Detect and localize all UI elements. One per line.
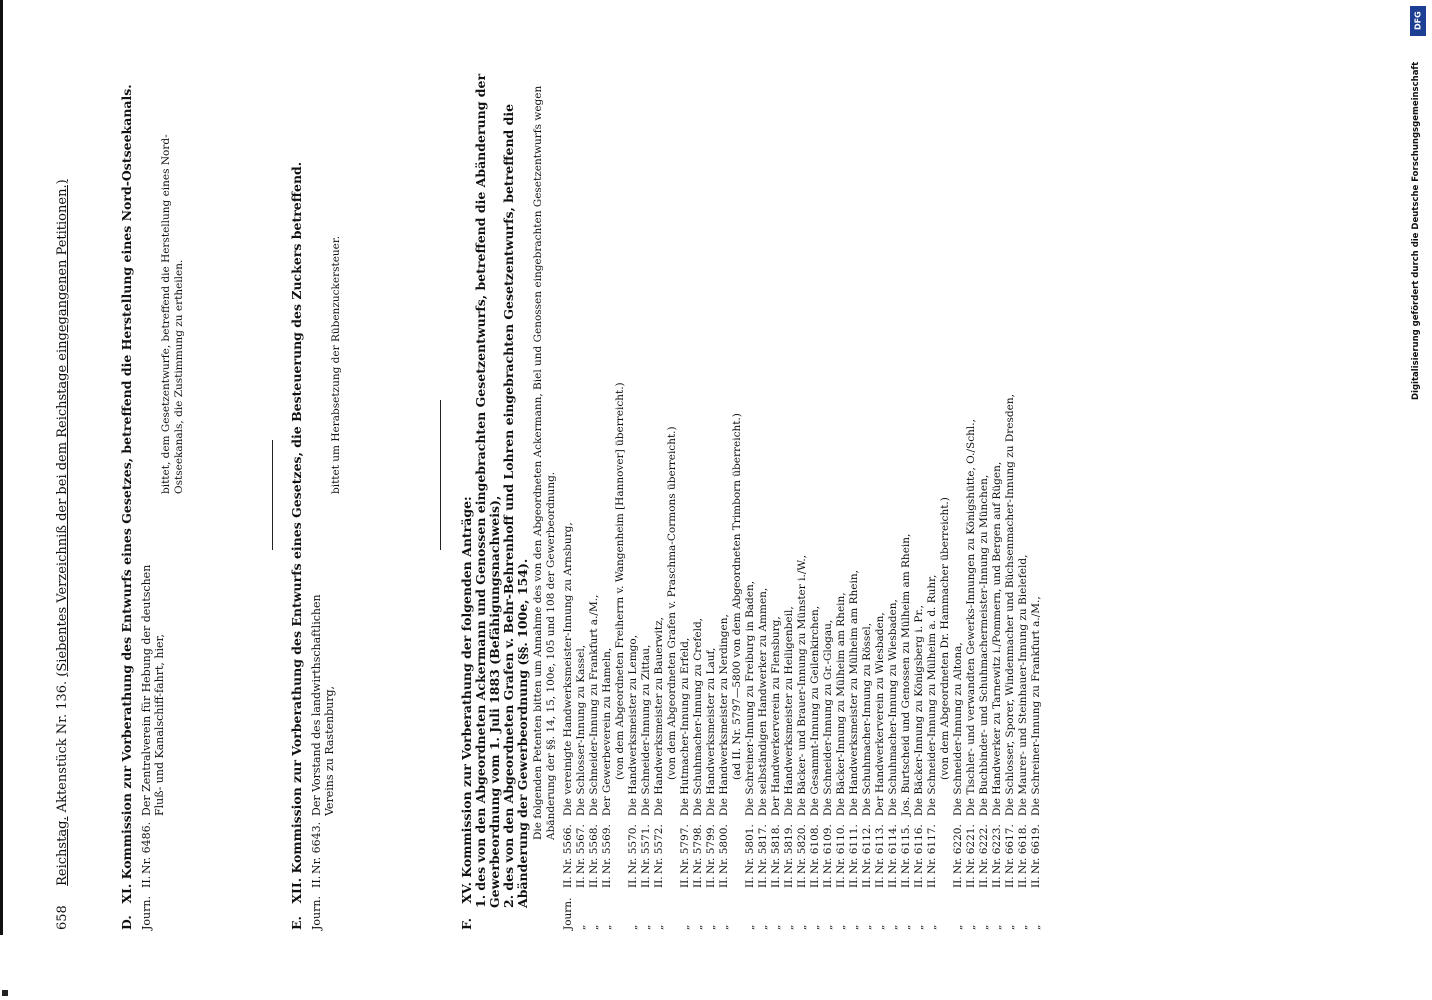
petition-request: bittet um Herabsetzung der Rübenzuckersteuer. bbox=[330, 235, 342, 494]
petitioner: Die Handwerksmeister zu Nerdingen, bbox=[718, 614, 730, 816]
petition-row bbox=[1030, 70, 1043, 930]
journal-label: „ bbox=[978, 924, 990, 930]
journal-label: „ bbox=[822, 924, 834, 930]
journal-label: „ bbox=[900, 924, 912, 930]
petition-note bbox=[614, 70, 627, 930]
journal-label: „ bbox=[1017, 924, 1029, 930]
journal-label: „ bbox=[783, 924, 795, 930]
series-label: II. bbox=[991, 876, 1003, 888]
series-label: II. bbox=[562, 876, 574, 888]
petitioner: Die Schuhmacher-Innung zu Wiesbaden, bbox=[887, 599, 899, 816]
petitioner: Die Bäcker- und Brauer-Innung zu Münster i./W., bbox=[796, 555, 808, 816]
petition-row bbox=[679, 70, 692, 930]
petition-number: Nr. 5818. bbox=[770, 824, 782, 874]
dfg-logo-icon: DFG bbox=[1410, 6, 1426, 36]
petition-number: Nr. 5566. bbox=[562, 824, 574, 874]
series-label: II. bbox=[848, 876, 860, 888]
journal-label: „ bbox=[588, 924, 600, 930]
journal-label: „ bbox=[705, 924, 717, 930]
petition-number: Nr. 6116. bbox=[913, 824, 925, 874]
page-number: 658 bbox=[55, 905, 70, 930]
note-text: (von dem Abgeordneten Dr. Hammacher überreicht.) bbox=[939, 497, 951, 780]
journal-label: „ bbox=[627, 924, 639, 930]
petitioner: Die Schneider-Innung zu Altona, bbox=[952, 642, 964, 816]
journal-label: „ bbox=[848, 924, 860, 930]
petitioner: Die Handwerksmeister zu Lemgo, bbox=[627, 634, 639, 816]
petitioner: Die Tischler- und verwandten Gewerks-Innungen zu Königshütte, O./Schl., bbox=[965, 419, 977, 816]
series-label: II. bbox=[640, 876, 652, 888]
series-label: II. bbox=[900, 876, 912, 888]
petition-row bbox=[640, 70, 653, 930]
petitioner: Der Zentralverein für Hebung der deutschen Fluß- und Kanalschiff-fahrt, hier, bbox=[140, 564, 166, 816]
series-label: II. bbox=[965, 876, 977, 888]
petition-number: Nr. 5819. bbox=[783, 824, 795, 874]
journal-label: „ bbox=[991, 924, 1003, 930]
petition-number: Nr. 5569. bbox=[601, 824, 613, 874]
journal-label: „ bbox=[757, 924, 769, 930]
series-label: II. bbox=[692, 876, 704, 888]
series-label: II. bbox=[796, 876, 808, 888]
petition-number: Nr. 6222. bbox=[978, 824, 990, 874]
section-f bbox=[460, 70, 1043, 930]
series-label: II. bbox=[809, 876, 821, 888]
page-header bbox=[56, 70, 69, 930]
section-letter: E. bbox=[289, 916, 304, 930]
divider bbox=[440, 400, 441, 550]
section-d bbox=[119, 70, 185, 930]
petition-number: Nr. 6117. bbox=[926, 824, 938, 874]
petition-number: Nr. 5817. bbox=[757, 824, 769, 874]
petition-row bbox=[991, 70, 1004, 930]
series-label: II. bbox=[874, 876, 886, 888]
petition-number: Nr. 5801. bbox=[744, 824, 756, 874]
series-label: II. bbox=[588, 876, 600, 888]
note-text: (von dem Abgeordneten Grafen v. Praschma-Cormons überreicht.) bbox=[666, 426, 678, 780]
journal-label: „ bbox=[796, 924, 808, 930]
petitioner: Die vereinigte Handwerksmeister-Innung zu Arnsburg, bbox=[562, 522, 574, 816]
note-text: (ad II. Nr. 5797—5800 von dem Abgeordneten Trimborn überreicht.) bbox=[731, 413, 743, 780]
petition-note bbox=[731, 70, 744, 930]
petition-list bbox=[562, 70, 1043, 930]
series-label: II. bbox=[835, 876, 847, 888]
journal-label: Journ. bbox=[310, 896, 323, 930]
petitioner: Die Schreiner-Innung zu Freiburg in Baden, bbox=[744, 580, 756, 816]
petitioner: Die Maurer- und Steinhauer-Innung zu Bielefeld, bbox=[1017, 554, 1029, 816]
petition-number: Nr. 5570. bbox=[627, 824, 639, 874]
petition-number: Nr. 5798. bbox=[692, 824, 704, 874]
petition-row bbox=[822, 70, 835, 930]
series-label: II. bbox=[601, 876, 613, 888]
petitioner: Die Gesammt-Innung zu Geilenkirchen, bbox=[809, 605, 821, 816]
journal-label: „ bbox=[926, 924, 938, 930]
petition-number: Nr. 6486. bbox=[140, 821, 153, 874]
petition-row bbox=[848, 70, 861, 930]
series-label: II. bbox=[1030, 876, 1042, 888]
petitioner: Die Handwerker zu Tarnewitz i./Pommern, und Bergen auf Rügen, bbox=[991, 461, 1003, 816]
motion-1: 1. des von den Abgeordneten Ackermann und Genossen eingebrachten Gesetzentwurfs, betreffend die Abänderung der Gewerbeordnung vom 1. Juli 1883 (Befähigungsnachweis), bbox=[473, 73, 502, 908]
series-label: II. bbox=[653, 876, 665, 888]
petition-row bbox=[653, 70, 666, 930]
petition-row bbox=[1004, 70, 1017, 930]
petition-number: Nr. 6112. bbox=[861, 824, 873, 874]
section-title bbox=[120, 70, 134, 930]
petition-row bbox=[692, 70, 705, 930]
series-label: II. bbox=[627, 876, 639, 888]
petitioner: Die Handwerksmeister zu Mülheim am Rhein, bbox=[848, 570, 860, 816]
journal-label: „ bbox=[952, 924, 964, 930]
petitioner: Die Schuhmacher-Innung zu Crefeld, bbox=[692, 617, 704, 816]
petition-row bbox=[562, 70, 575, 930]
petition-note bbox=[666, 70, 679, 930]
journal-label: „ bbox=[1004, 924, 1016, 930]
petitioner: Die Schuhmacher-Innung zu Rössel, bbox=[861, 622, 873, 816]
petition-number: Nr. 5568. bbox=[588, 824, 600, 874]
petition-number: Nr. 6109. bbox=[822, 824, 834, 874]
petition-row bbox=[796, 70, 809, 930]
petition-row bbox=[1017, 70, 1030, 930]
petition-number: Nr. 5797. bbox=[679, 824, 691, 874]
series-label: II. bbox=[744, 876, 756, 888]
journal-label: „ bbox=[770, 924, 782, 930]
series-label: II. bbox=[1017, 876, 1029, 888]
petitioner: Die Handwerksmeister zu Lauf, bbox=[705, 647, 717, 816]
preamble: Die folgenden Petenten bitten um Annahme des von den Abgeordneten Ackermann, Biel und Genossen eingebrachten Gesetzentwurfs wegen Abänderung der §§. 14, 15, 100e, 105 und 108 der Gewerbeordnung. bbox=[532, 85, 557, 840]
petitioner: Die Schneider-Innung zu Gr.-Glogau, bbox=[822, 619, 834, 816]
section-heading: XII. Kommission zur Vorberathung des Entwurfs eines Gesetzes, die Besteuerung des Zuckers betreffend. bbox=[289, 161, 304, 904]
series-label: II. bbox=[679, 876, 691, 888]
petition-row bbox=[757, 70, 770, 930]
journal-label: „ bbox=[874, 924, 886, 930]
section-title bbox=[460, 70, 474, 930]
series-label: II. bbox=[1004, 876, 1016, 888]
journal-label: Journ. bbox=[562, 897, 574, 930]
journal-label: „ bbox=[679, 924, 691, 930]
petition-number: Nr. 6115. bbox=[900, 824, 912, 874]
petition-row bbox=[952, 70, 965, 930]
doc-label: Aktenstück Nr. 136. bbox=[55, 680, 70, 813]
journal-label: „ bbox=[913, 924, 925, 930]
petition-number: Nr. 6113. bbox=[874, 824, 886, 874]
petition-row bbox=[705, 70, 718, 930]
petition-row bbox=[809, 70, 822, 930]
journal-label: „ bbox=[835, 924, 847, 930]
petition-number: Nr. 6110. bbox=[835, 824, 847, 874]
petition-number: Nr. 6220. bbox=[952, 824, 964, 874]
petition-row bbox=[744, 70, 757, 930]
petition-number: Nr. 5571. bbox=[640, 824, 652, 874]
petition-number: Nr. 6643. bbox=[310, 821, 323, 874]
section-heading: XI. Kommission zur Vorberathung des Entwurfs eines Gesetzes, betreffend die Herstellung eines Nord-Ostseekanals. bbox=[119, 84, 134, 904]
series-label: II. bbox=[861, 876, 873, 888]
journal-label: „ bbox=[601, 924, 613, 930]
series-label: II. bbox=[822, 876, 834, 888]
journal-label: „ bbox=[1030, 924, 1042, 930]
journal-label: „ bbox=[861, 924, 873, 930]
petition-row bbox=[978, 70, 991, 930]
petitioner: Die Hutmacher-Innung zu Erfeld, bbox=[679, 637, 691, 816]
series-label: II. bbox=[913, 876, 925, 888]
petition-row bbox=[575, 70, 588, 930]
series-label: II. bbox=[887, 876, 899, 888]
petitioner: Der Vorstand des landwirthschaftlichen Vereins zu Rastenburg, bbox=[310, 594, 336, 816]
series-label: II. bbox=[978, 876, 990, 888]
series-label: II. bbox=[310, 875, 323, 888]
section-letter: D. bbox=[119, 915, 134, 930]
petitioner: Der Handwerkerverein zu Wiesbaden, bbox=[874, 612, 886, 816]
petition-row bbox=[588, 70, 601, 930]
petition-row bbox=[926, 70, 939, 930]
petition-row bbox=[861, 70, 874, 930]
publisher: Reichstag. bbox=[55, 816, 70, 886]
petition-row bbox=[718, 70, 731, 930]
petitioner: Die Handwerksmeister zu Heiligenbeil, bbox=[783, 606, 795, 816]
series-label: II. bbox=[140, 875, 153, 888]
series-label: II. bbox=[926, 876, 938, 888]
petitioner: Der Handwerkerverein zu Flensburg, bbox=[770, 616, 782, 816]
petitioner: Die Buchbinder- und Schuhmachermeister-Innung zu München, bbox=[978, 474, 990, 816]
petition-number: Nr. 6223. bbox=[991, 824, 1003, 874]
petitioner: Die Schreiner-Innung zu Frankfurt a./M., bbox=[1030, 596, 1042, 816]
petition-number: Nr. 6111. bbox=[848, 824, 860, 874]
petitioner: Jos. Burtscheid und Genossen zu Mülheim am Rhein, bbox=[900, 533, 912, 816]
petition-row bbox=[783, 70, 796, 930]
journal-label: „ bbox=[965, 924, 977, 930]
petition-row bbox=[601, 70, 614, 930]
petition-row bbox=[627, 70, 640, 930]
petition-row bbox=[965, 70, 978, 930]
section-heading: XV. Kommission zur Vorberathung der folgenden Anträge: bbox=[459, 496, 474, 904]
petitioner: Die Bäcker-Innung zu Königsberg i. Pr., bbox=[913, 605, 925, 816]
petition-note bbox=[939, 70, 952, 930]
petitioner: Die Schneider-Innung zu Mülheim a. d. Ruhr, bbox=[926, 574, 938, 816]
petitioner: Die Schneider-Innung zu Zittau, bbox=[640, 644, 652, 816]
petition-number: Nr. 6108. bbox=[809, 824, 821, 874]
section-title bbox=[290, 70, 304, 930]
petition-number: Nr. 6618. bbox=[1017, 824, 1029, 874]
scan-corner-mark bbox=[2, 990, 8, 996]
petition-number: Nr. 6617. bbox=[1004, 824, 1016, 874]
series-label: II. bbox=[575, 876, 587, 888]
petition-row bbox=[913, 70, 926, 930]
petitioner: Der Gewerbeverein zu Hameln, bbox=[601, 647, 613, 816]
journal-label: „ bbox=[718, 924, 730, 930]
petition-number: Nr. 5820. bbox=[796, 824, 808, 874]
journal-label: „ bbox=[692, 924, 704, 930]
series-label: II. bbox=[757, 876, 769, 888]
journal-label: Journ. bbox=[140, 896, 153, 930]
journal-label: „ bbox=[744, 924, 756, 930]
series-label: II. bbox=[952, 876, 964, 888]
journal-label: „ bbox=[653, 924, 665, 930]
journal-label: „ bbox=[575, 924, 587, 930]
petitioner: Die Schlosser-Innung zu Kassel, bbox=[575, 644, 587, 816]
petition-number: Nr. 5572. bbox=[653, 824, 665, 874]
dfg-logo-strip bbox=[1410, 6, 1426, 400]
journal-label: „ bbox=[809, 924, 821, 930]
petitioner: Die Bäcker-Innung zu Mülheim am Rhein, bbox=[835, 592, 847, 816]
petition-row bbox=[887, 70, 900, 930]
note-text: (von dem Abgeordneten Freiherrn v. Wangenheim [Hannover] überreicht.) bbox=[614, 382, 626, 780]
journal-label: „ bbox=[887, 924, 899, 930]
divider bbox=[272, 440, 273, 550]
petitioner: Die selbständigen Handwerker zu Ammen, bbox=[757, 587, 769, 816]
scan-edge-bar bbox=[0, 0, 3, 935]
petition-number: Nr. 5799. bbox=[705, 824, 717, 874]
series-label: II. bbox=[705, 876, 717, 888]
petition-row bbox=[900, 70, 913, 930]
petition-row bbox=[835, 70, 848, 930]
journal-label: „ bbox=[640, 924, 652, 930]
series-label: II. bbox=[770, 876, 782, 888]
dfg-caption: Digitalisierung gefördert durch die Deutsche Forschungsgemeinschaft bbox=[1411, 61, 1421, 400]
petition-number: Nr. 6619. bbox=[1030, 824, 1042, 874]
petition-request: bittet, dem Gesetzentwurfe, betreffend die Herstellung eines Nord-Ostseekanals, die Zustimmung zu ertheilen. bbox=[160, 134, 185, 494]
petition-number: Nr. 6221. bbox=[965, 824, 977, 874]
doc-subtitle: (Siebentes Verzeichniß der bei dem Reichstage eingegangenen Petitionen.) bbox=[55, 179, 70, 677]
series-label: II. bbox=[718, 876, 730, 888]
petition-row bbox=[874, 70, 887, 930]
section-letter: F. bbox=[459, 918, 474, 930]
motion-2: 2. des von den Abgeordneten Grafen v. Behr-Behrenhoff und Lohren eingebrachten Gesetzentwurfs, betreffend die Abänderung der Gewerbeordnung (§§. 100e, 154). bbox=[501, 103, 530, 908]
petition-number: Nr. 5567. bbox=[575, 824, 587, 874]
petition-row bbox=[770, 70, 783, 930]
petitioner: Die Schneider-Innung zu Frankfurt a./M., bbox=[588, 594, 600, 816]
rotated-content bbox=[40, 70, 1400, 930]
series-label: II. bbox=[783, 876, 795, 888]
petitioner: Die Schlosser, Sporer, Windenmacher und Büchsenmacher-Innung zu Dresden, bbox=[1004, 394, 1016, 816]
section-e bbox=[289, 70, 342, 930]
petition-number: Nr. 5800. bbox=[718, 824, 730, 874]
petitioner: Die Handwerksmeister zu Bauerwitz, bbox=[653, 617, 665, 816]
petition-number: Nr. 6114. bbox=[887, 824, 899, 874]
